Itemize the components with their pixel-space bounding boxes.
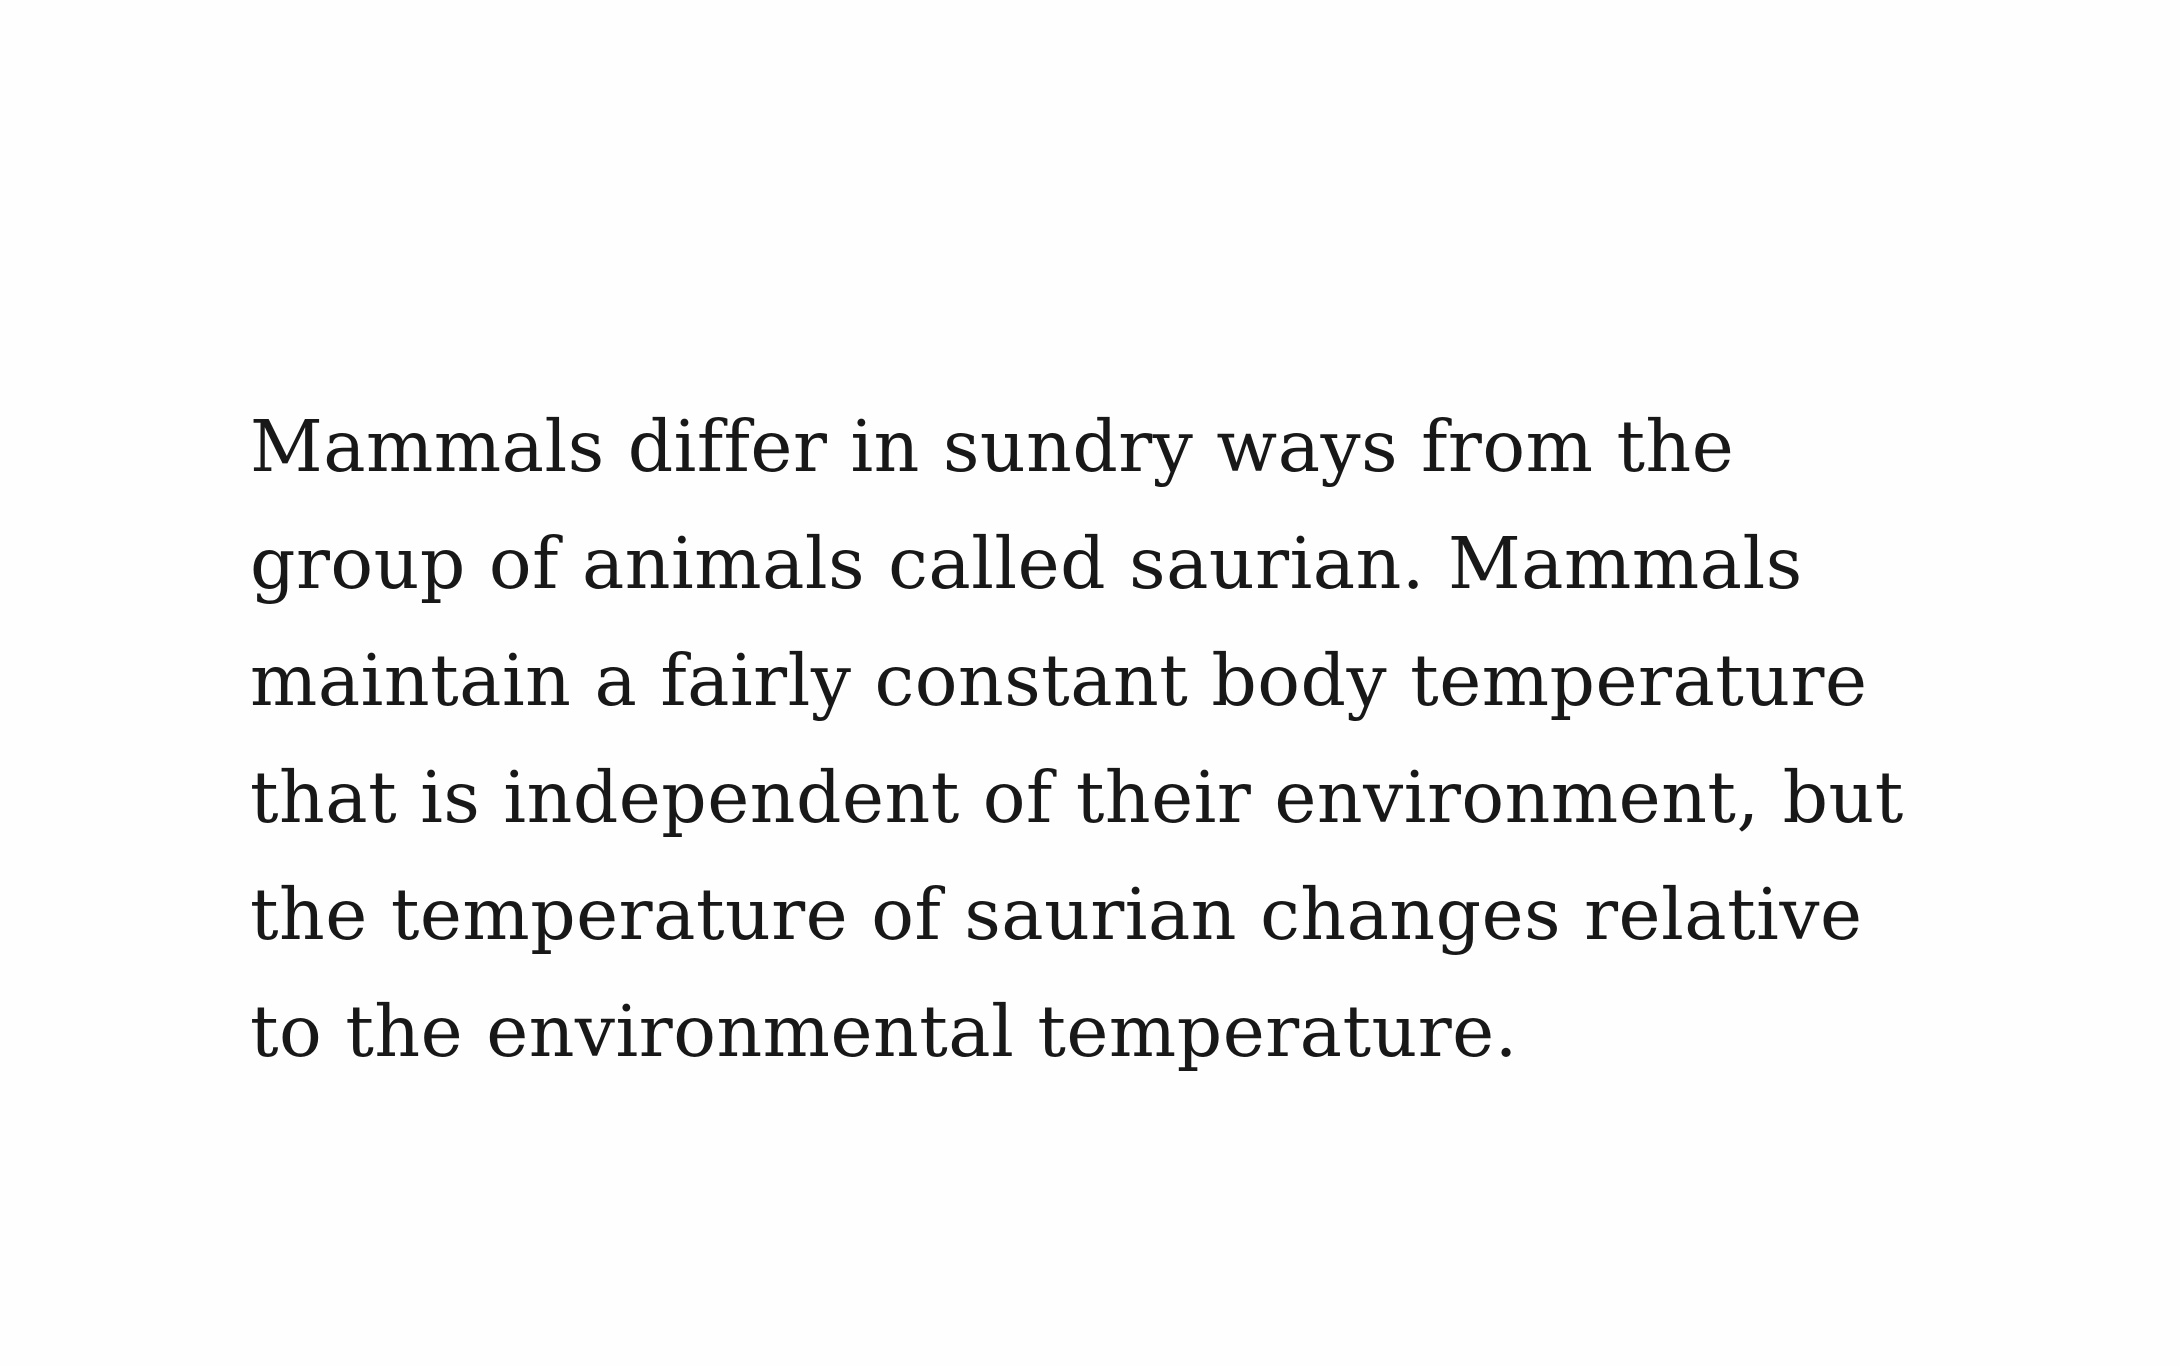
passage-line-5: the temperature of saurian changes relative [250, 873, 1863, 956]
passage-line-1: Mammals differ in sundry ways from the [250, 405, 1735, 488]
passage-line-6: to the environmental temperature. [250, 990, 1518, 1073]
passage-line-3: maintain a fairly constant body temperature [250, 639, 1868, 722]
passage-text [250, 388, 2010, 1090]
passage-line-4: that is independent of their environment, but [250, 756, 1904, 839]
passage-line-2: group of animals called saurian. Mammals [250, 522, 1803, 605]
